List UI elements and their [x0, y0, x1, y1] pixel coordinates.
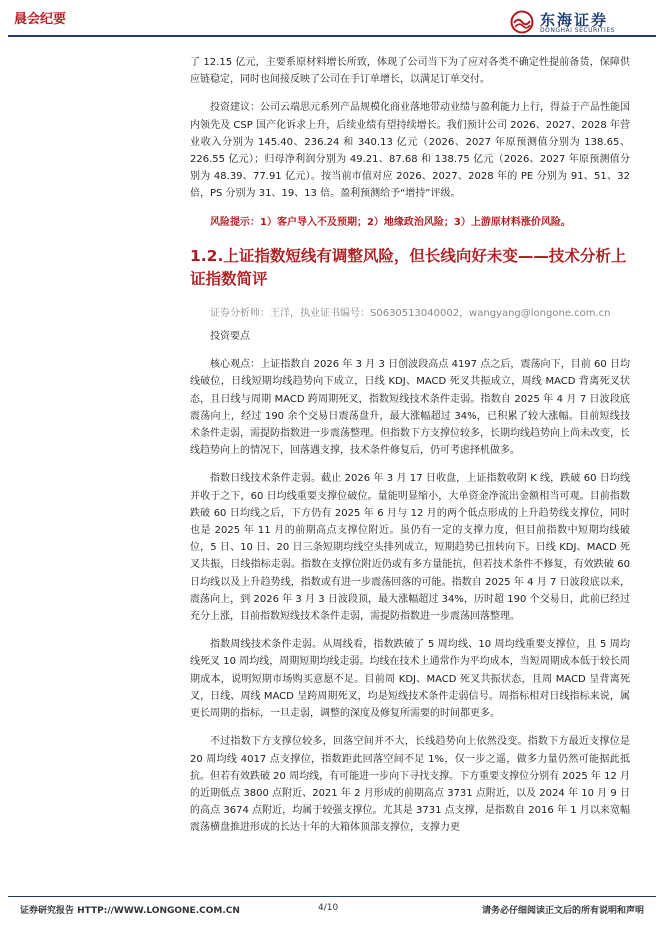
company-logo	[510, 10, 650, 36]
logo-chinese-name: 东海证券	[540, 11, 609, 29]
paragraph-daily-technical: 指数日线技术条件走弱。截止 2026 年 3 月 17 日收盘，上证指数收阴 K 线，跌破 60 日均线并收于之下，60 日均线重要支撑位破位。量能明显缩小，大单资金净流出金额相当可观。目前指数跌破 60 日均线之后，下方仍有 2025 年 6 月与 12 月的两个低点形成的上升趋势线支撑位，同时也是 2025 年 11 月的前期高点支撑位附近。虽仍有一定的支撑力度，但目前指数中短期均线破位，5 日、10 日、20 日三条短期均线空头排列成立，短期趋势已扭转向下。日线 KDJ、MACD 死叉共振，日线指标走弱。指数在支撑位附近仍或有多方量能抗，但若技术条件不修复，有效跌破 60 日均线以及上升趋势线，指数或有进一步震荡回落的可能。指数自 2025 年 4 月 7 日波段底以来，震荡向上，到 2026 年 3 月 3 日波段顶，最大涨幅超过 34%，历时超 190 个交易日，此前已经过充分上涨，目前指数短线技术条件走弱，需提防指数进一步震荡回落整理。	[190, 473, 630, 623]
report-body	[190, 54, 630, 848]
header-title: 晨会纪要	[14, 12, 67, 27]
page-number: 4/10	[318, 903, 339, 913]
paragraph-weekly-technical: 指数周线技术条件走弱。从周线看，指数跌破了 5 周均线、10 周均线重要支撑位，且 5 周均线死叉 10 周均线，周期短期均线走弱。均线在技术上通常作为平均成本，当短周期成本低于较长周期成本，说明短期市场购买意愿不足。目前周 KDJ、MACD 死叉共振状态，且周 MACD 呈背离死叉，日线、周线 MACD 呈跨周期死叉，均是短线技术条件走弱信号。周指标相对日线指标来说，属更长周期的指标，一旦走弱，调整的深度及修复所需要的时间都更多。	[190, 639, 630, 720]
analyst-info: 证券分析师：王洋，执业证书编号：S0630513040002，wangyang@longone.com.cn	[210, 307, 611, 319]
header-divider	[8, 35, 656, 37]
footer-disclaimer: 请务必仔细阅读正文后的所有说明和声明	[481, 906, 644, 916]
section-title: 1.2.上证指数短线有调整风险，但长线向好未变——技术分析上证指数简评	[190, 246, 627, 288]
risk-warning: 风险提示：1）客户导入不及预期；2）地缘政治风险；3）上游原材料涨价风险。	[210, 216, 571, 228]
paragraph-investment-advice: 投资建议：公司云端思元系列产品规模化商业落地带动业绩与盈利能力上行，得益于产品性能国内领先及 CSP 国产化诉求上升，后续业绩有望持续增长。我们预计公司 2026、2027、2028 年营业收入分别为 145.40、236.24 和 340.13 亿元（2026、2027 年原预测值分别为 138.65、226.55 亿元）；归母净利润分别为 49.21、87.68 和 138.75 亿元（2026、2027 年原预测值分别为 48.39、77.91 亿元）。按当前市值对应 2026、2027、2028 年的 PE 分别为 91、51、32 倍，PS 分别为 31、19、13 倍。盈利预测给予“增持”评级。	[190, 102, 630, 200]
footer-divider	[8, 896, 656, 897]
logo-english-name: DONGHAI SECURITIES	[540, 27, 615, 34]
footer-website: 证券研究报告 HTTP://WWW.LONGONE.COM.CN	[20, 906, 240, 916]
paragraph-core-view: 核心观点：上证指数自 2026 年 3 月 3 日创波段高点 4197 点之后，震荡向下，目前 60 日均线破位，日线短期均线趋势向下成立，日线 KDJ、MACD 死叉共振成立，周线 MACD 背离死叉状态，且日线与周期 MACD 跨周期死叉，指数短线技术条件走弱。指数自 2025 年 4 月 7 日波段底震荡向上，经过 190 余个交易日震荡盘升，最大涨幅超过 34%，已积累了较大涨幅。目前短线技术条件走弱，需提防指数进一步震荡整理。但指数下方支撑位较多，长期均线趋势向上尚未改变，长线趋势向上的情况下，回落遇支撑，技术条件修复后，仍可考虑择机做多。	[190, 359, 630, 457]
page-header	[0, 0, 662, 50]
paragraph-inventory: 了 12.15 亿元，主要系原材料增长所致，体现了公司当下为了应对各类不确定性提前备货，保障供应链稳定，同时也间接反映了公司在手订单增长，以满足订单交付。	[190, 57, 630, 86]
investment-highlights-heading: 投资要点	[210, 331, 250, 343]
donghai-logo-icon	[510, 10, 534, 34]
paragraph-support-levels: 不过指数下方支撑位较多，回落空间并不大，长线趋势向上依然没变。指数下方最近支撑位是 20 周均线 4017 点支撑位，指数距此回落空间不足 1%，仅一步之遥，做多力量仍然可能据此抵抗。但若有效跌破 20 周均线，有可能进一步向下寻找支撑。下方重要支撑位分别有 2025 年 12 月的近期低点 3800 点附近、2021 年 2 月形成的前期高点 3731 点附近，以及 2024 年 10 月 9 日的高点 3674 点附近，均属于较强支撑位。尤其是 3731 点支撑，是指数自 2016 年 1 月以来宽幅震荡横盘推进形成的长达十年的大箱体顶部支撑位，支撑力更	[190, 736, 630, 834]
